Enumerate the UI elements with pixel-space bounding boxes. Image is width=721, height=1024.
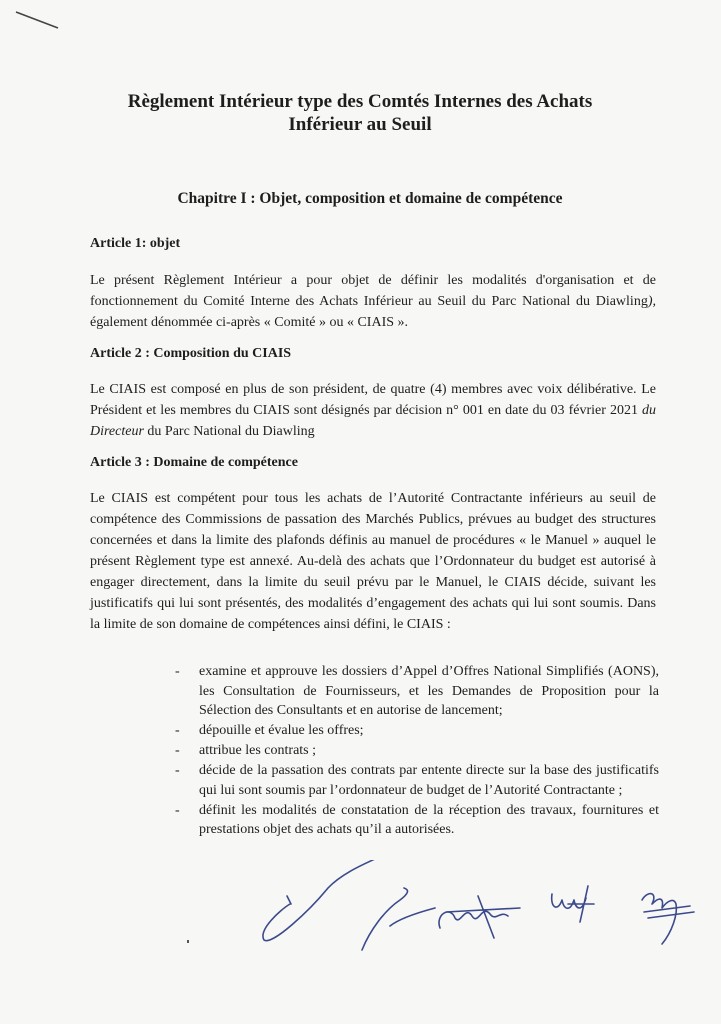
signature-1-tick xyxy=(287,896,291,904)
article-2-text xyxy=(90,379,656,442)
list-dash: - xyxy=(175,763,180,778)
list-dash: - xyxy=(175,743,180,758)
article-3-heading: Article 3 : Domaine de compétence xyxy=(90,455,298,470)
list-item-text: examine et approuve les dossiers d’Appel d’Offres National Simplifiés (AONS), les Consultation de Fournisseurs, et les Demandes de Proposition pour la Sélection des Consultants et en autorise de lancement; xyxy=(199,664,659,718)
article-3-list xyxy=(175,662,659,840)
signature-2 xyxy=(362,888,435,950)
article-1-text-a: Le présent Règlement Intérieur a pour objet de définir les modalités d'organisation et de fonctionnement du Comité Interne des Achats Inférieur au Seuil du Parc National du Diawling xyxy=(90,273,656,309)
list-item-text: attribue les contrats ; xyxy=(199,743,317,758)
list-item-text: dépouille et évalue les offres; xyxy=(199,723,364,738)
article-1-text-b: ), xyxy=(647,294,656,309)
article-1-text-c: également dénommée ci-après « Comité » ou « CIAIS ». xyxy=(90,315,409,330)
list-item-text: définit les modalités de constatation de la réception des travaux, fournitures et prestations objet des achats qu’il a autorisées. xyxy=(199,802,659,837)
article-2-text-a: Le CIAIS est composé en plus de son président, de quatre (4) membres avec voix délibérative. Le Président et les membres du CIAIS sont désignés par décision n° 001 en date du 03 février 2021 xyxy=(90,382,656,418)
pen-stroke-mark xyxy=(14,8,64,32)
list-item xyxy=(175,761,659,800)
list-dash: - xyxy=(175,723,180,738)
list-item xyxy=(175,721,659,741)
signature-3 xyxy=(439,896,520,938)
list-item xyxy=(175,662,659,721)
signature-5 xyxy=(642,894,694,944)
article-1-heading: Article 1: objet xyxy=(90,236,181,251)
article-2-text-b: du Parc National du Diawling xyxy=(143,424,315,439)
list-dash: - xyxy=(175,664,180,679)
list-item xyxy=(175,741,659,761)
article-2-heading: Article 2 : Composition du CIAIS xyxy=(90,346,292,361)
article-3-text: Le CIAIS est compétent pour tous les achats de l’Autorité Contractante inférieurs au seuil de compétence des Commissions de passation des Marchés Publics, prévues au budget des structures concernées et dans la limite des plafonds définis au manuel de procédures « le Manuel » auquel le présent Règlement type est annexé. Au-delà des achats que l’Ordonnateur du budget est autorisé à engager directement, dans la limite du seuil prévu par le Manuel, le CIAIS décide, suivant les justificatifs qui lui sont présentés, des modalités d’engagement des achats qui lui sont soumis. Dans la limite de son domaine de compétences ainsi défini, le CIAIS : xyxy=(90,491,656,632)
article-1-text xyxy=(90,270,656,333)
list-item xyxy=(175,801,659,840)
list-dash: - xyxy=(175,802,180,818)
title-line-1: Règlement Intérieur type des Comtés Internes des Achats xyxy=(127,91,593,112)
signature-4 xyxy=(552,886,594,922)
title-line-2: Inférieur au Seuil xyxy=(288,114,432,135)
signature-1 xyxy=(263,860,385,941)
ink-dot xyxy=(187,940,189,943)
list-item-text: décide de la passation des contrats par entente directe sur la base des justificatifs qui lui sont soumis par l’ordonnateur de budget de l’Autorité Contractante ; xyxy=(199,763,659,798)
signatures xyxy=(250,860,710,970)
article-2-text-em: du Directeur xyxy=(90,403,656,439)
chapter-title: Chapitre I : Objet, composition et domaine de compétence xyxy=(177,190,563,207)
document-title xyxy=(60,90,660,136)
